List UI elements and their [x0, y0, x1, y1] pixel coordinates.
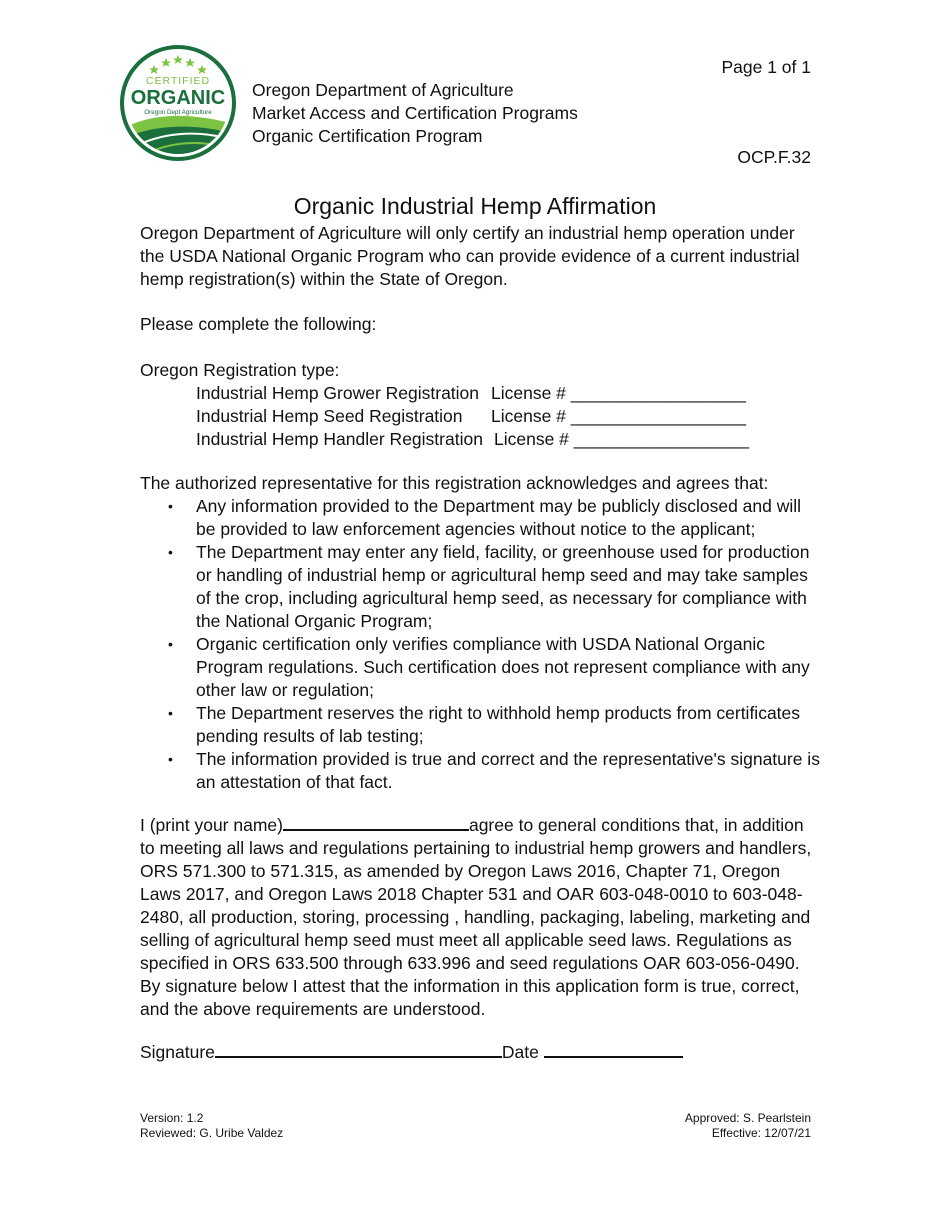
registration-heading: Oregon Registration type: [140, 360, 340, 380]
print-name-label: I (print your name) [140, 815, 283, 835]
org-line-department: Oregon Department of Agriculture [252, 80, 514, 100]
list-item: • The information provided is true and correct and the representative's signature is an attestation of that fact. [168, 749, 820, 792]
effective-text: Effective: 12/07/21 [711, 1126, 811, 1140]
page-number: Page 1 of 1 [721, 57, 811, 77]
bullet-icon: • [168, 544, 173, 560]
acknowledgement-list [140, 495, 820, 794]
acknowledgement-intro: The authorized representative for this registration acknowledges and agrees that: [140, 473, 769, 493]
bullet-icon: • [168, 751, 173, 767]
certified-organic-logo [118, 43, 238, 163]
intro-paragraph: Oregon Department of Agriculture will only certify an industrial hemp operation under the USDA National Organic Program who can provide evidence of a current industrial hemp registration(s) within the State of Oregon. [140, 223, 800, 289]
signature-row [140, 1040, 683, 1064]
license-field-handler[interactable]: License # __________________ [494, 429, 749, 449]
print-name-field[interactable] [283, 813, 469, 831]
logo-text-certified: CERTIFIED [145, 75, 211, 87]
registration-row-seed [196, 405, 746, 428]
registration-type-grower: Industrial Hemp Grower Registration [196, 383, 480, 403]
list-item: • Any information provided to the Department may be publicly disclosed and will be provided to law enforcement agencies without notice to the applicant; [168, 496, 802, 539]
bullet-icon: • [168, 498, 173, 514]
license-field-seed[interactable]: License # __________________ [491, 406, 746, 426]
registration-type-seed: Industrial Hemp Seed Registration [196, 406, 463, 426]
certified-organic-seal-icon [118, 43, 238, 163]
list-item: • The Department reserves the right to withhold hemp products from certificates pending results of lab testing; [168, 703, 801, 746]
bullet-icon: • [168, 705, 173, 721]
org-line-certification: Organic Certification Program [252, 126, 483, 146]
reviewed-text: Reviewed: G. Uribe Valdez [140, 1126, 284, 1140]
conditions-text: agree to general conditions that, in addition to meeting all laws and regulations pertaining to industrial hemp growers and handlers, ORS 571.300 to 571.315, as amended by Oregon Laws 2016, Chapter 71, Oregon Laws 2017, and Oregon Laws 2018 Chapter 531 and OAR 603-048-0010 to 603-048-2480, all production, storing, processing , handling, packaging, labeling, marketing and selling of agricultural hemp seed must meet all applicable seed laws. Regulations as specified in ORS 633.500 through 633.996 and seed regulations OAR 603-056-0490. By signature below I attest that the information in this application form is true, correct, and the above requirements are understood. [140, 815, 812, 1019]
footer-right [685, 1111, 811, 1141]
registration-row-grower [196, 382, 746, 405]
please-complete-text: Please complete the following: [140, 314, 377, 334]
document-title: Organic Industrial Hemp Affirmation [293, 193, 657, 219]
registration-type-handler: Industrial Hemp Handler Registration [196, 429, 483, 449]
org-line-programs: Market Access and Certification Programs [252, 103, 578, 123]
list-item: • Organic certification only verifies compliance with USDA National Organic Program regulations. Such certification does not represent compliance with any other law or regulation; [168, 634, 810, 700]
conditions-paragraph [140, 813, 820, 1021]
list-item: • The Department may enter any field, facility, or greenhouse used for production or handling of industrial hemp or agricultural hemp seed and may take samples of the crop, including agricultural hemp seed, as necessary for compliance with the National Organic Program; [168, 542, 810, 631]
signature-label: Signature [140, 1042, 215, 1062]
logo-text-organic: ORGANIC [130, 87, 226, 109]
date-field[interactable] [544, 1040, 683, 1058]
footer-left [140, 1111, 283, 1141]
bullet-icon: • [168, 636, 173, 652]
logo-text-odа: Oregon Dept Agriculture [144, 109, 212, 116]
version-text: Version: 1.2 [140, 1111, 204, 1125]
organization-header [252, 79, 578, 148]
signature-field[interactable] [215, 1040, 502, 1058]
date-label: Date [501, 1042, 544, 1062]
license-field-grower[interactable]: License # __________________ [491, 383, 746, 403]
form-number: OCP.F.32 [737, 147, 811, 167]
approved-text: Approved: S. Pearlstein [684, 1111, 811, 1125]
registration-row-handler [196, 428, 749, 451]
